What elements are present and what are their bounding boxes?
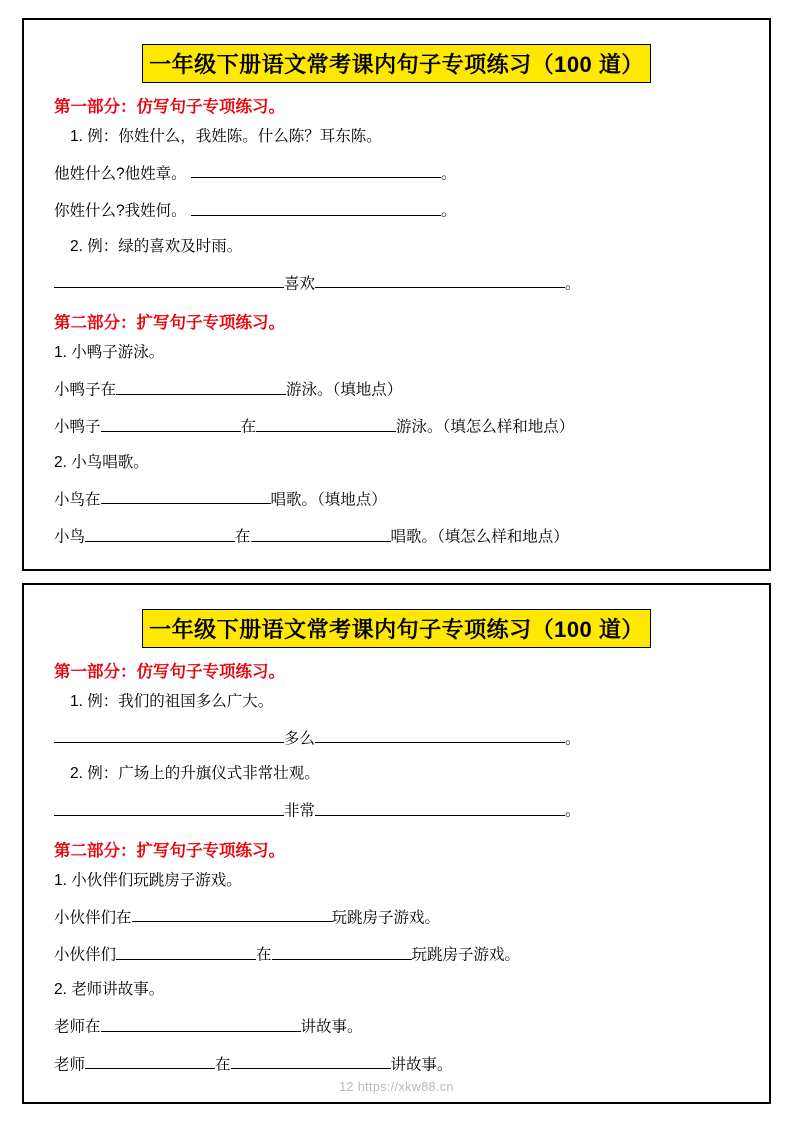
card-1-section-2-heading: 第二部分：扩写句子专项练习。 xyxy=(54,314,285,333)
card-1-title: 一年级下册语文常考课内句子专项练习（100 道） xyxy=(142,44,651,83)
card-2-blank-1a[interactable] xyxy=(54,727,284,744)
card-1-fill-word-1: 喜欢 xyxy=(284,275,316,293)
card-2-expand-2-tail: 玩跳房子游戏。 xyxy=(411,946,521,964)
card-1-example-2: 2. 例：绿的喜欢及时雨。 xyxy=(70,237,243,255)
watermark-text: 12 https://xkw88.cn xyxy=(339,1080,454,1094)
card-1-period-3: 。 xyxy=(565,275,581,293)
card-2-example-2: 2. 例：广场上的升旗仪式非常壮观。 xyxy=(70,765,320,783)
card-1-expand-4-mid: 在 xyxy=(235,528,251,546)
card-1-title-wrap xyxy=(48,44,745,83)
card-1-expand-1-prompt: 小鸭子在 xyxy=(54,381,117,399)
card-1-blank-3a[interactable] xyxy=(54,272,284,289)
card-1-answer-1-prompt: 他姓什么?他姓章。 xyxy=(54,165,187,183)
card-1-period-1: 。 xyxy=(440,165,457,183)
card-1-blank-7b[interactable] xyxy=(251,525,391,542)
card-1-expand-2-tail: 游泳。（填怎么样和地点） xyxy=(396,418,575,436)
card-2-blank-1b[interactable] xyxy=(315,727,565,744)
card-1-expand-item-1: 1. 小鸭子游泳。 xyxy=(54,344,165,362)
card-2-blank-4b[interactable] xyxy=(272,943,412,960)
card-2-title: 一年级下册语文常考课内句子专项练习（100 道） xyxy=(142,609,651,648)
card-1-blank-1[interactable] xyxy=(191,162,441,179)
card-2-blank-4a[interactable] xyxy=(116,943,256,960)
card-2-period-1: 。 xyxy=(565,730,581,748)
card-1-expand-2-mid: 在 xyxy=(240,418,257,436)
card-1-blank-5a[interactable] xyxy=(101,415,241,432)
card-2-expand-4-mid: 在 xyxy=(215,1056,231,1074)
card-2-expand-line-1 xyxy=(54,906,745,929)
card-2-blank-3[interactable] xyxy=(132,906,332,923)
card-1-expand-3-tail: 唱歌。（填地点） xyxy=(270,491,387,509)
card-1-answer-line-2 xyxy=(54,199,745,222)
worksheet-card-2 xyxy=(22,583,771,1104)
card-2-fill-word-2: 非常 xyxy=(284,802,316,820)
card-2-blank-5[interactable] xyxy=(101,1015,301,1032)
card-2-title-wrap xyxy=(48,609,745,648)
card-1-expand-2-prompt: 小鸭子 xyxy=(54,418,101,436)
card-2-expand-3-prompt: 老师在 xyxy=(54,1018,101,1036)
card-1-expand-3-prompt: 小鸟在 xyxy=(54,491,101,509)
card-1-expand-4-prompt: 小鸟 xyxy=(54,528,86,546)
card-2-answer-line-1 xyxy=(54,727,745,750)
card-2-expand-3-tail: 讲故事。 xyxy=(300,1018,363,1036)
card-1-blank-7a[interactable] xyxy=(85,525,235,542)
card-1-answer-line-3 xyxy=(54,272,745,295)
card-1-section-1-heading: 第一部分：仿写句子专项练习。 xyxy=(54,98,285,116)
card-2-expand-1-prompt: 小伙伴们在 xyxy=(54,909,132,927)
card-1-expand-line-4 xyxy=(54,525,745,548)
card-1-expand-item-2: 2. 小鸟唱歌。 xyxy=(54,453,149,471)
card-2-blank-2a[interactable] xyxy=(54,799,284,816)
card-1-expand-line-1 xyxy=(54,378,745,401)
card-1-blank-3b[interactable] xyxy=(315,272,565,289)
card-1-period-2: 。 xyxy=(440,202,457,220)
card-1-blank-4[interactable] xyxy=(116,378,286,395)
worksheet-card-1 xyxy=(22,18,771,571)
card-2-fill-word-1: 多么 xyxy=(284,730,316,748)
card-2-section-2-heading: 第二部分：扩写句子专项练习。 xyxy=(54,841,285,860)
card-2-expand-2-prompt: 小伙伴们 xyxy=(54,946,117,964)
card-2-expand-item-2: 2. 老师讲故事。 xyxy=(54,981,165,999)
card-2-expand-line-3 xyxy=(54,1015,745,1038)
card-2-expand-item-1: 1. 小伙伴们玩跳房子游戏。 xyxy=(54,871,242,889)
card-1-expand-line-3 xyxy=(54,488,745,511)
card-1-expand-1-tail: 游泳。（填地点） xyxy=(286,381,403,399)
card-2-blank-6a[interactable] xyxy=(85,1053,215,1070)
card-1-example-1: 1. 例：你姓什么，我姓陈。什么陈？耳东陈。 xyxy=(70,128,382,145)
card-2-section-1-heading: 第一部分：仿写句子专项练习。 xyxy=(54,663,285,681)
card-2-example-1: 1. 例：我们的祖国多么广大。 xyxy=(70,693,274,710)
card-1-blank-5b[interactable] xyxy=(256,415,396,432)
card-2-answer-line-2 xyxy=(54,799,745,822)
card-2-blank-6b[interactable] xyxy=(231,1053,391,1070)
card-2-expand-2-mid: 在 xyxy=(256,946,272,964)
card-1-blank-2[interactable] xyxy=(191,199,441,216)
card-1-answer-line-1 xyxy=(54,162,745,185)
card-1-expand-line-2 xyxy=(54,415,745,438)
card-2-blank-2b[interactable] xyxy=(315,799,565,816)
card-1-answer-2-prompt: 你姓什么?我姓何。 xyxy=(54,202,187,220)
card-2-period-2: 。 xyxy=(565,802,581,820)
card-2-expand-1-tail: 玩跳房子游戏。 xyxy=(331,909,441,927)
card-1-blank-6[interactable] xyxy=(101,488,271,505)
card-2-expand-line-2 xyxy=(54,943,745,966)
card-2-expand-4-tail: 讲故事。 xyxy=(390,1056,453,1074)
card-2-expand-line-4 xyxy=(54,1053,745,1076)
card-2-expand-4-prompt: 老师 xyxy=(54,1056,86,1074)
card-1-expand-4-tail: 唱歌。（填怎么样和地点） xyxy=(390,528,569,546)
